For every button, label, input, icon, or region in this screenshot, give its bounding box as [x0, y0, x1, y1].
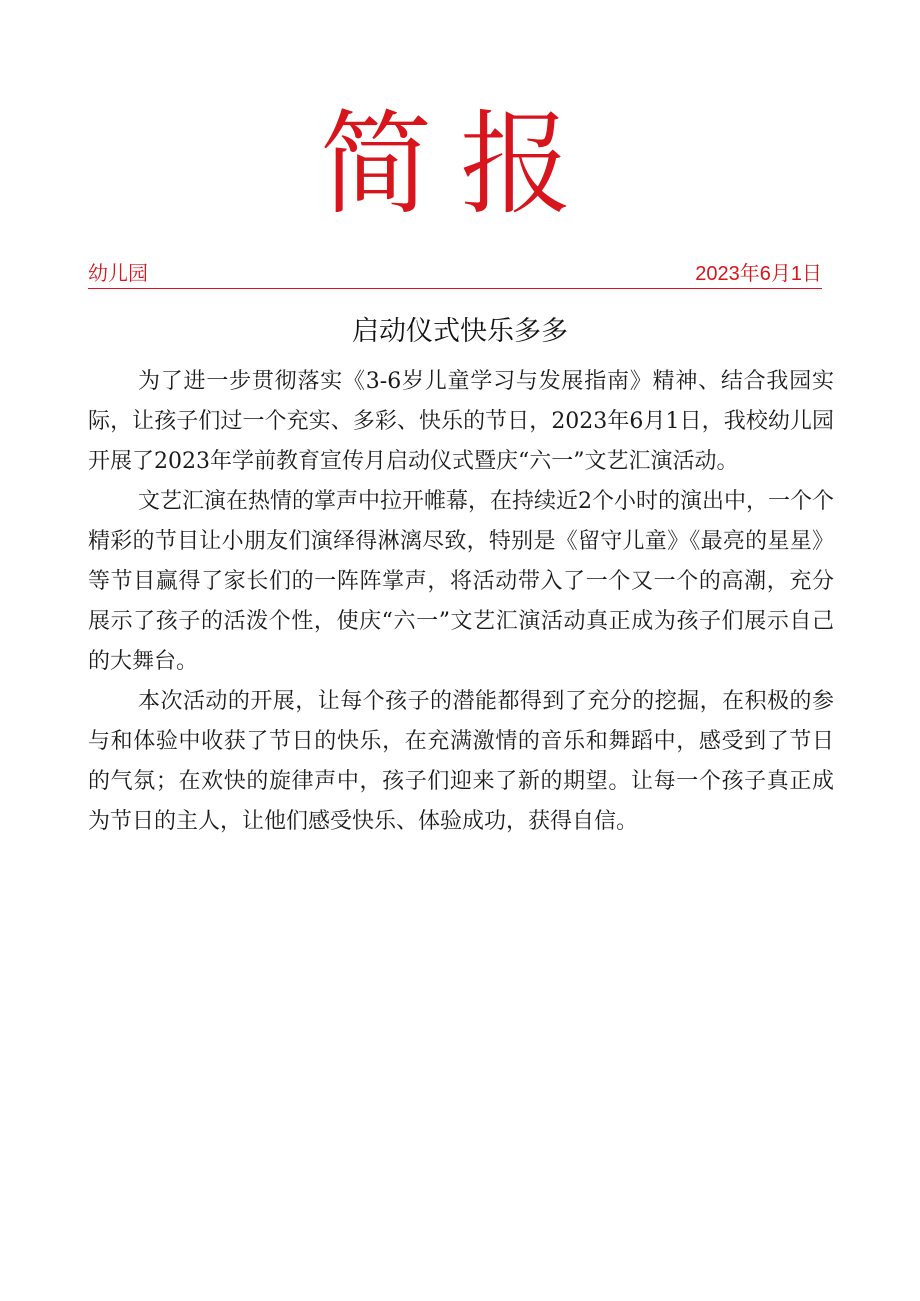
masthead-rule: [88, 262, 822, 289]
masthead-title: 简报: [320, 100, 600, 230]
issue-date: 2023年6月1日: [695, 263, 822, 285]
article-paragraph: 为了进一步贯彻落实《3-6岁儿童学习与发展指南》精神、结合我园实际，让孩子们过一个充实、多彩、快乐的节日，2023年6月1日，我校幼儿园开展了2023年学前教育宣传月启动仪式暨庆“六一”文艺汇演活动。: [88, 369, 834, 474]
publisher-unit: 幼儿园: [88, 263, 148, 285]
article-body: [88, 362, 834, 842]
article-paragraph: 本次活动的开展，让每个孩子的潜能都得到了充分的挖掘，在积极的参与和体验中收获了节日的快乐，在充满激情的音乐和舞蹈中，感受到了节日的气氛；在欢快的旋律声中，孩子们迎来了新的期望。让每一个孩子真正成为节日的主人，让他们感受快乐、体验成功，获得自信。: [88, 689, 834, 834]
article-headline: 启动仪式快乐多多: [352, 316, 568, 347]
article-paragraph: 文艺汇演在热情的掌声中拉开帷幕，在持续近2个小时的演出中，一个个精彩的节目让小朋友们演绎得淋漓尽致，特别是《留守儿童》《最亮的星星》等节目赢得了家长们的一阵阵掌声，将活动带入了一个又一个的高潮，充分展示了孩子的活泼个性，使庆“六一”文艺汇演活动真正成为孩子们展示自己的大舞台。: [88, 489, 834, 674]
